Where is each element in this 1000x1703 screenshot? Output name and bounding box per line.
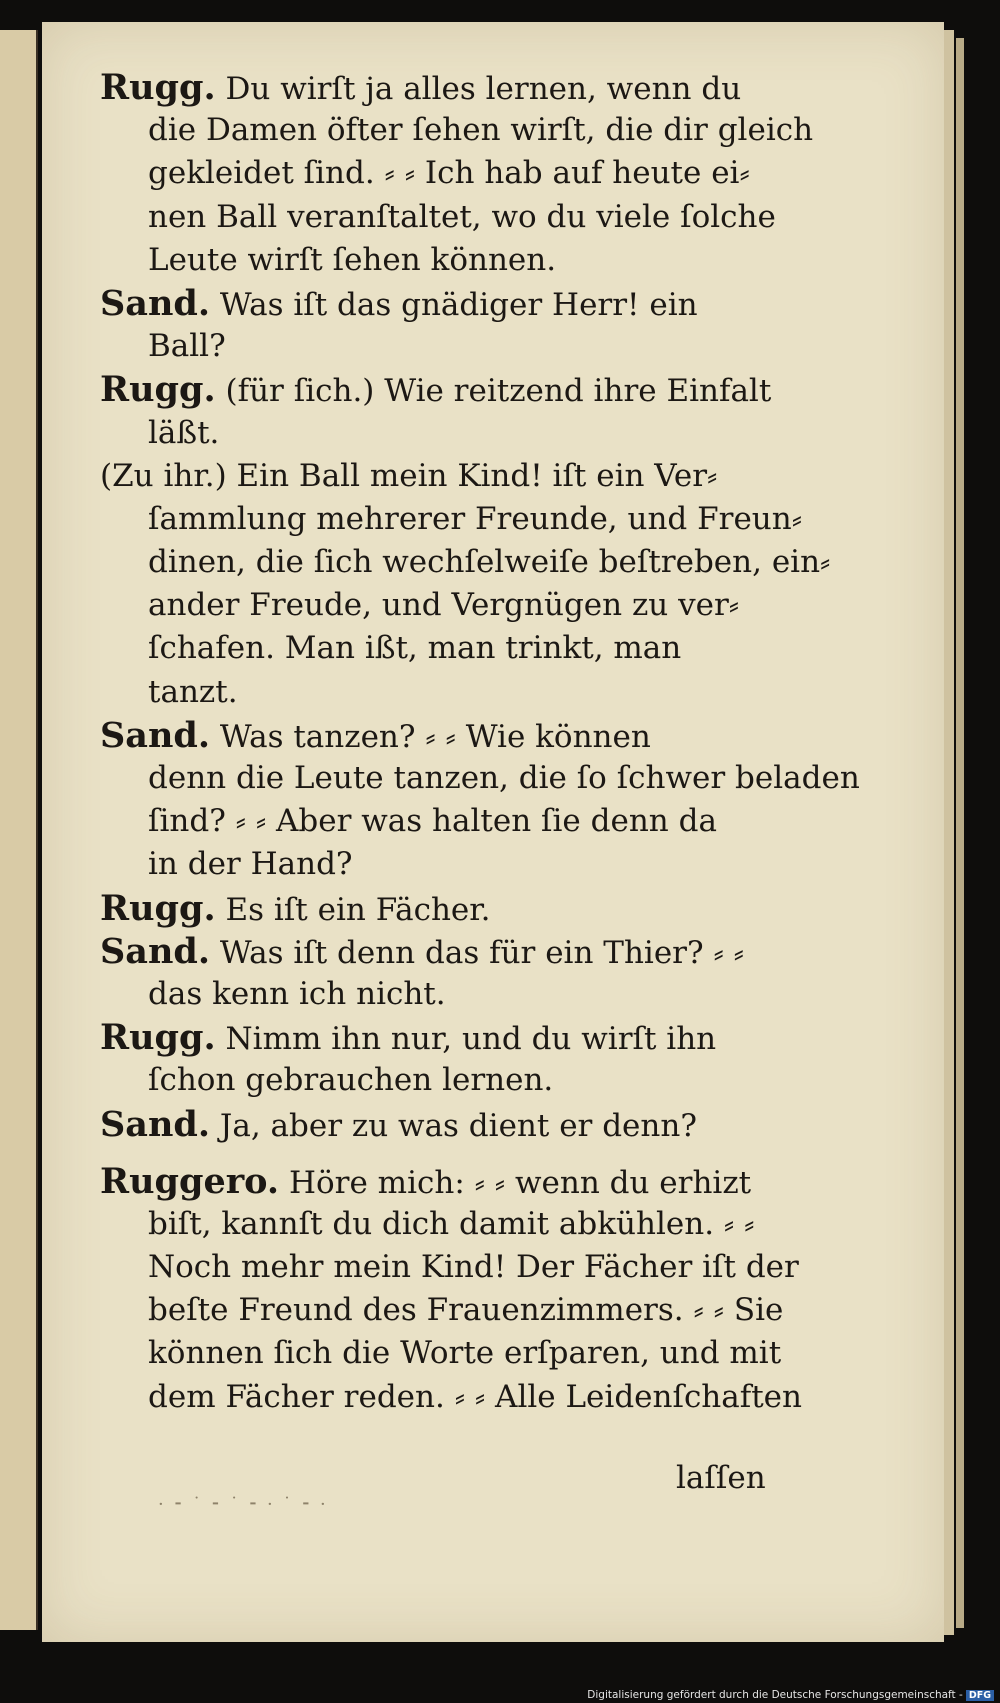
speaker-name: Sand. <box>100 714 211 756</box>
text-line <box>100 1103 820 1146</box>
speaker-name: Rugg. <box>100 1017 216 1059</box>
text-line: gekleidet ſind. ⸗ ⸗ Ich hab auf heute ei⸗ <box>148 155 750 192</box>
text-line: Ball? <box>148 328 226 365</box>
speaker-name: Rugg. <box>100 67 216 108</box>
speech-text: Höre mich: ⸗ ⸗ wenn du erhizt <box>279 1164 752 1201</box>
speaker-name: Sand. <box>100 1103 211 1145</box>
speaker-name: Sand. <box>100 282 211 324</box>
text-line <box>100 1160 820 1203</box>
digitization-credit <box>587 1689 994 1701</box>
text-line: in der Hand? <box>148 846 353 883</box>
text-line: tanzt. <box>148 673 238 710</box>
text-line: Leute wirſt ſehen können. <box>148 241 557 278</box>
text-line <box>100 930 820 973</box>
page-stack-edge <box>944 30 954 1635</box>
text-line: Noch mehr mein Kind! Der Fächer iſt der <box>148 1249 799 1286</box>
dfg-logo: DFG <box>966 1690 994 1701</box>
catchword: laſſen <box>676 1460 766 1496</box>
text-line: biſt, kannſt du dich damit abkühlen. ⸗ ⸗ <box>148 1205 755 1242</box>
text-line: läßt. <box>148 414 220 451</box>
ink-smudge: · ⁃ ˙ ⁃ ˙ ⁃ · ˙ ⁃ · <box>158 1494 328 1515</box>
speaker-name: Rugg. <box>100 369 216 411</box>
text-line: ſchon gebrauchen lernen. <box>148 1062 554 1099</box>
text-line: nen Ball veranſtaltet, wo du viele ſolche <box>148 198 776 235</box>
text-line: dem Fächer reden. ⸗ ⸗ Alle Leidenſchaften <box>148 1378 802 1415</box>
page-stack-edge-outer <box>956 38 964 1628</box>
text-line <box>100 1016 820 1059</box>
speech-text: Was tanzen? ⸗ ⸗ Wie können <box>210 718 651 755</box>
text-line <box>100 887 820 930</box>
speech-text: (für ſich.) Wie reitzend ihre Einfalt <box>215 373 772 410</box>
text-line <box>100 368 820 411</box>
paragraph-gap <box>100 1146 820 1160</box>
credit-text: Digitalisierung gefördert durch die Deutsche Forschungsgemeinschaft - <box>587 1689 963 1701</box>
text-line <box>100 282 820 325</box>
text-line: die Damen öfter ſehen wirſt, die dir gleich <box>148 112 814 149</box>
text-line: (Zu ihr.) Ein Ball mein Kind! iſt ein Ver⸗ <box>100 457 718 494</box>
speech-text: Es iſt ein Fächer. <box>215 891 491 928</box>
text-line: ſammlung mehrerer Freunde, und Freun⸗ <box>148 500 803 537</box>
text-line <box>100 66 820 109</box>
page-text <box>100 66 860 1419</box>
speech-text: Du wirſt ja alles lernen, wenn du <box>215 71 742 107</box>
text-line <box>100 714 820 757</box>
text-line: dinen, die ſich wechſelweiſe beſtreben, ein⸗ <box>148 544 831 581</box>
speech-text: Ja, aber zu was dient er denn? <box>210 1107 697 1144</box>
speech-text: Was iſt das gnädiger Herr! ein <box>210 286 698 323</box>
text-line: beſte Freund des Frauenzimmers. ⸗ ⸗ Sie <box>148 1292 784 1329</box>
text-line: ſind? ⸗ ⸗ Aber was halten ſie denn da <box>148 803 717 840</box>
text-line: ander Freude, und Vergnügen zu ver⸗ <box>148 587 740 624</box>
text-line: denn die Leute tanzen, die ſo ſchwer beladen <box>148 760 860 796</box>
speaker-name: Ruggero. <box>100 1160 280 1202</box>
text-line: ſchafen. Man ißt, man trinkt, man <box>148 630 682 667</box>
speaker-name: Sand. <box>100 930 211 972</box>
speech-text: Was iſt denn das für ein Thier? ⸗ ⸗ <box>210 934 744 971</box>
facing-page-edge <box>0 30 38 1630</box>
text-line: können ſich die Worte erſparen, und mit <box>148 1335 782 1372</box>
speech-text: Nimm ihn nur, und du wirſt ihn <box>215 1021 717 1058</box>
text-line: das kenn ich nicht. <box>148 975 446 1012</box>
speaker-name: Rugg. <box>100 887 216 929</box>
